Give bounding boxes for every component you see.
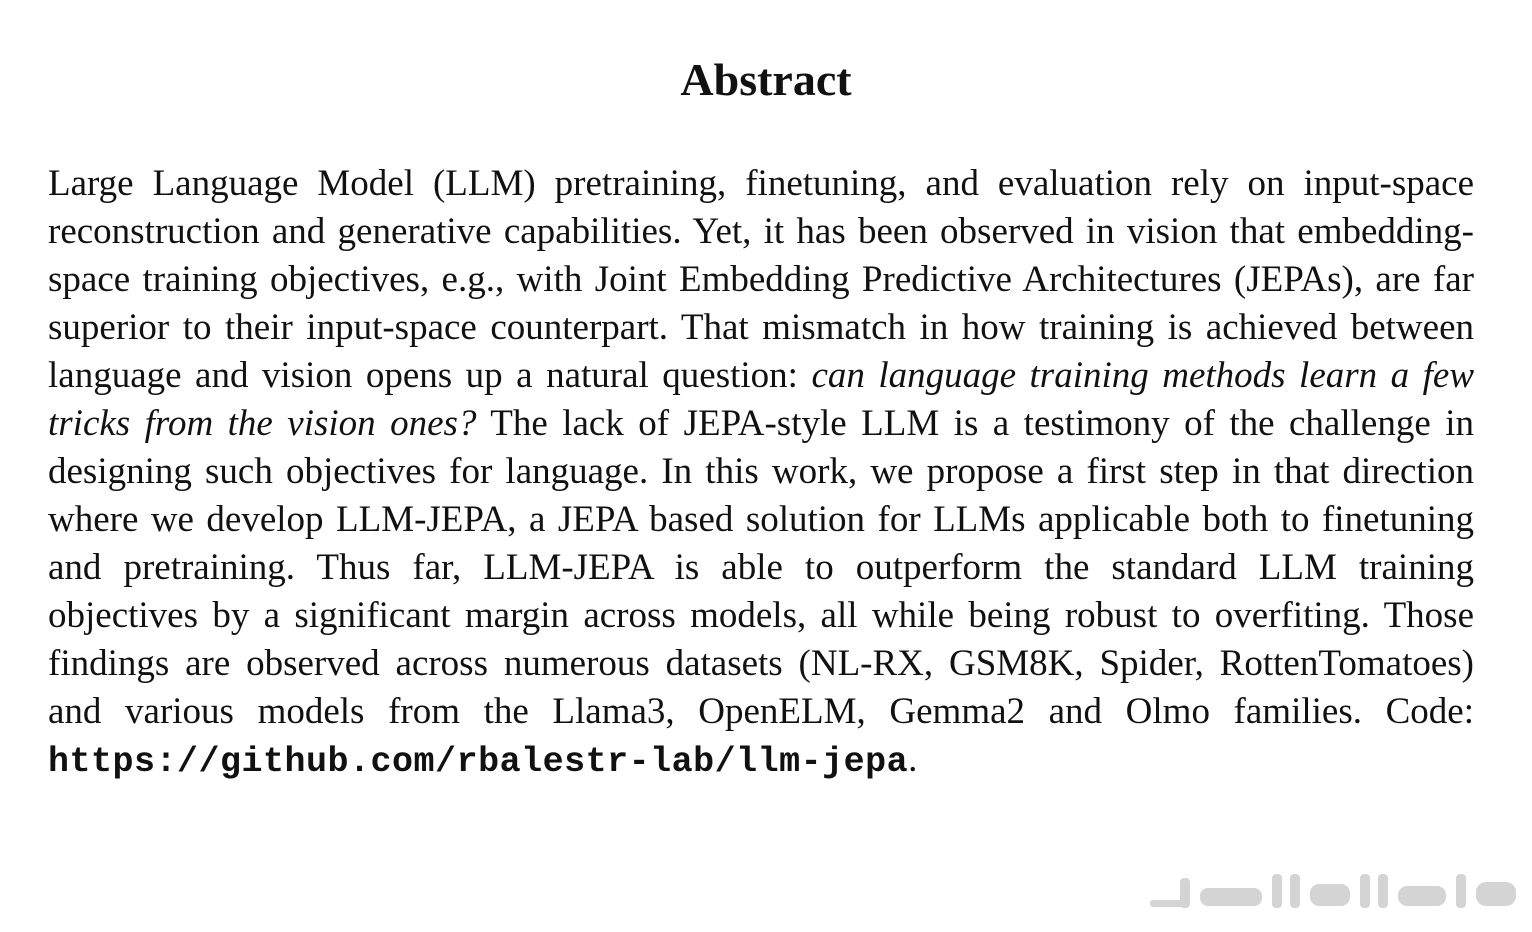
abstract-text-part2: The lack of JEPA-style LLM is a testimony of the challenge in designing such objectives for language. In this work, we propose a first step in that direction where we develop LLM-JEPA, a JEPA based solution for LLMs applicable both to finetuning and pretraining. Thus far, LLM-JEPA is able to outperform the standard LLM training objectives by a significant margin across models, all while being robust to overfiting. Those findings are observed across numerous datasets (NL-RX, GSM8K, Spider, RottenTomatoes) and various models from the Llama3, OpenELM, Gemma2 and Olmo families. Code: <box>48 403 1474 732</box>
code-url-link[interactable]: https://github.com/rbalestr-lab/llm-jepa <box>48 742 909 782</box>
abstract-question: can language training methods learn a few tricks from the vision ones? <box>48 355 1475 444</box>
abstract-heading: Abstract <box>680 54 852 105</box>
watermark-logo-icon <box>1150 870 1520 918</box>
abstract-body <box>48 160 1474 786</box>
abstract-end-punct: . <box>908 739 918 780</box>
watermark-glyphs <box>1150 874 1516 908</box>
abstract-text-part1: Large Language Model (LLM) pretraining, finetuning, and evaluation rely on input-space reconstruction and generative capabilities. Yet, it has been observed in vision that embedding-space training objectives, e.g., with Joint Embedding Predictive Architectures (JEPAs), are far superior to their input-space counterpart. That mismatch in how training is achieved between language and vision opens up a natural question: <box>48 163 1474 396</box>
